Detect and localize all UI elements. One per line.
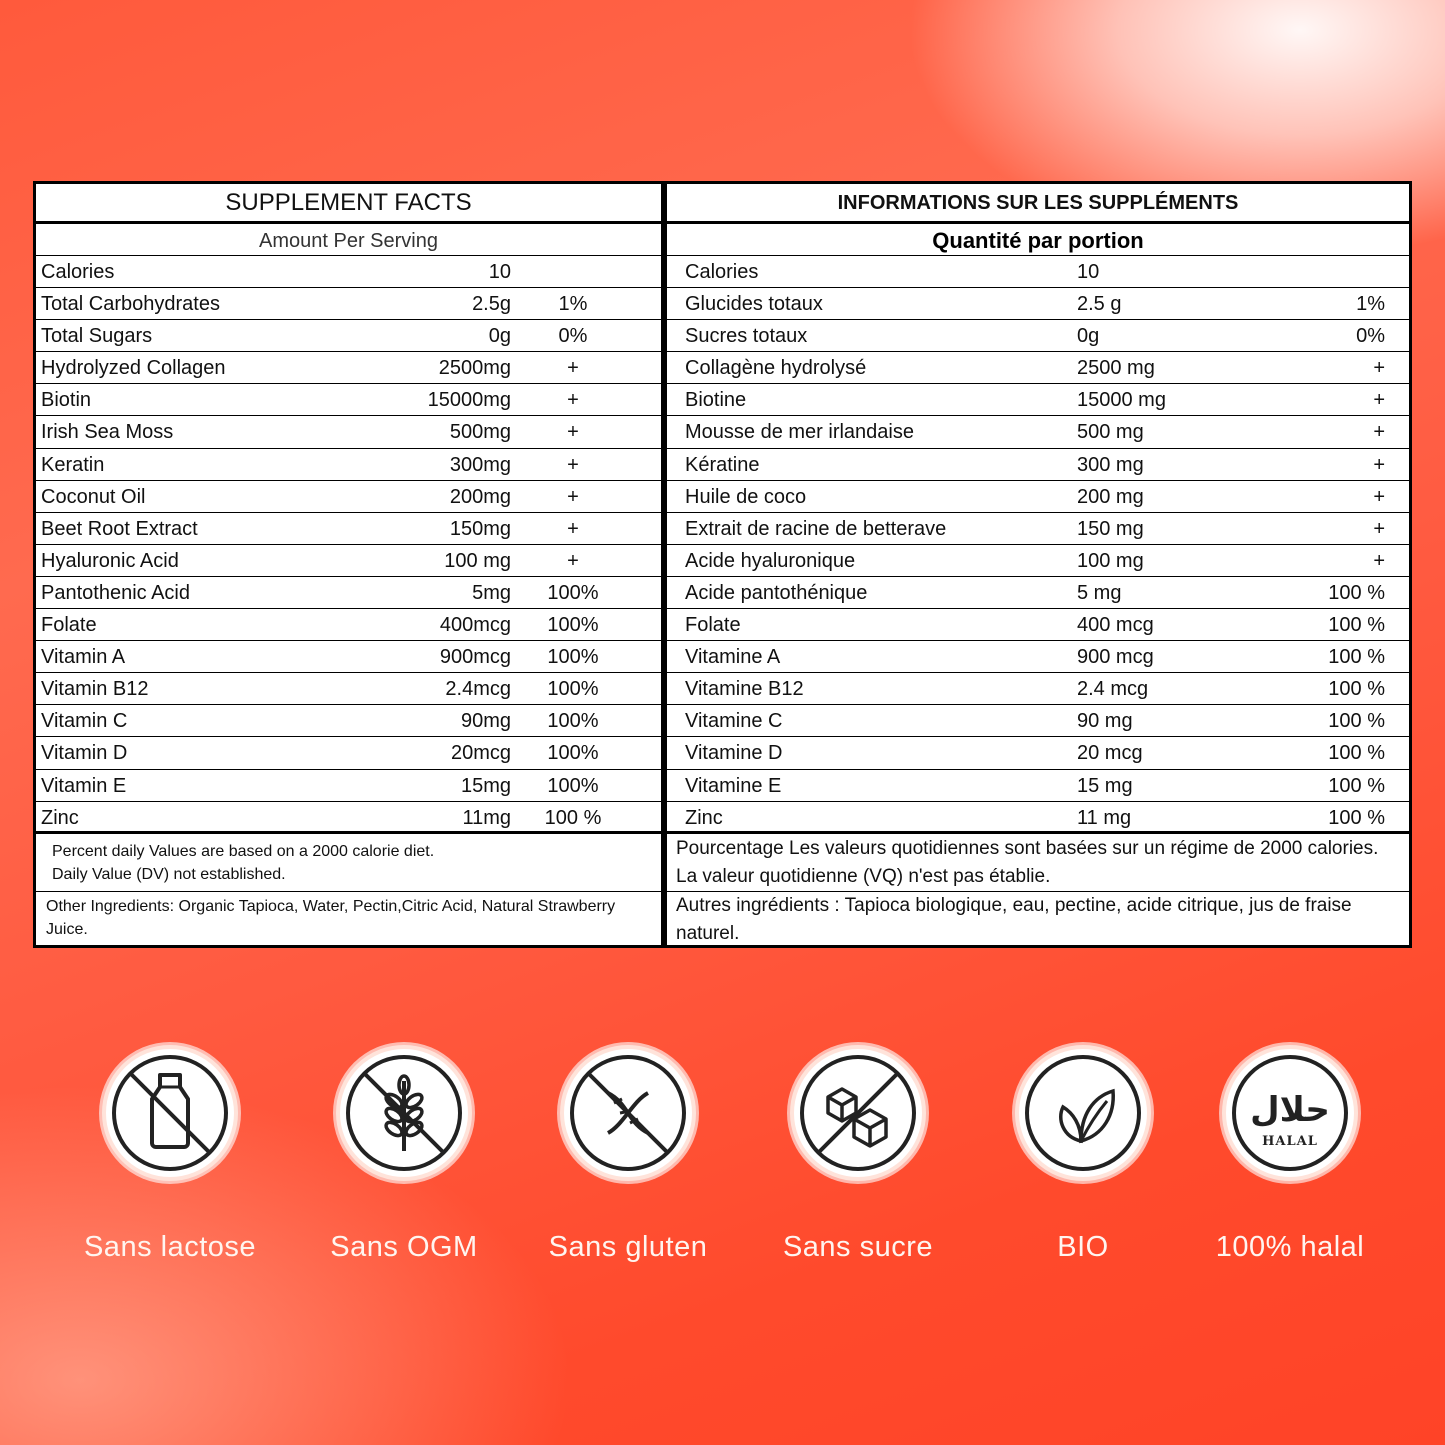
nutrient-amount: 15000 mg xyxy=(1077,389,1166,412)
nutrient-amount: 2.4 mcg xyxy=(1077,678,1149,701)
nutrient-name: Glucides totaux xyxy=(685,293,823,316)
nutrient-amount: 15 mg xyxy=(1077,774,1133,797)
badge-gluten-free xyxy=(508,1045,748,1264)
badge-circle xyxy=(102,1045,238,1181)
daily-value: + xyxy=(567,389,579,412)
daily-value: + xyxy=(567,485,579,508)
table-row xyxy=(667,352,1409,384)
table-row xyxy=(667,481,1409,513)
table-row xyxy=(667,513,1409,545)
nutrient-name: Total Sugars xyxy=(41,325,153,348)
table-row xyxy=(36,609,661,641)
table-row xyxy=(36,577,661,609)
nutrient-amount: 900mcg xyxy=(439,646,511,669)
table-row xyxy=(667,288,1409,320)
table-row xyxy=(36,352,661,384)
daily-value: 100% xyxy=(547,774,599,797)
badge-circle xyxy=(790,1045,926,1181)
table-row xyxy=(667,577,1409,609)
daily-value: + xyxy=(1373,389,1385,412)
nutrient-amount: 11mg xyxy=(462,806,511,829)
nutrient-name: Calories xyxy=(41,261,115,283)
nutrient-amount: 200 mg xyxy=(1077,485,1144,508)
daily-value: + xyxy=(1373,357,1385,380)
nutrient-amount: 0g xyxy=(1077,325,1100,348)
nutrient-name: Folate xyxy=(685,614,741,637)
nutrient-amount: 200mg xyxy=(449,485,511,508)
organic-leaf-icon xyxy=(1023,1053,1143,1173)
nutrient-name: Vitamin D xyxy=(41,742,128,765)
nutrient-name: Huile de coco xyxy=(685,485,807,508)
nutrient-name: Acide hyaluronique xyxy=(685,549,856,572)
nutrient-amount: 20 mcg xyxy=(1077,742,1143,765)
daily-value: 100 % xyxy=(1328,678,1385,701)
daily-value: + xyxy=(567,453,579,476)
nutrient-amount: 2.4mcg xyxy=(445,678,511,701)
daily-value: 100% xyxy=(547,614,599,637)
table-row xyxy=(36,641,661,673)
nutrient-name: Vitamine B12 xyxy=(685,678,804,701)
nutrient-amount: 300 mg xyxy=(1077,453,1144,476)
daily-value: 100% xyxy=(547,646,599,669)
nutrient-amount: 150 mg xyxy=(1077,517,1144,540)
table-row xyxy=(36,449,661,481)
daily-value: 100 % xyxy=(1328,710,1385,733)
note-line: Percent daily Values are based on a 2000 calorie diet. xyxy=(52,842,435,860)
nutrient-name: Vitamine C xyxy=(685,710,783,733)
table-row xyxy=(36,673,661,705)
badge-label: Sans sucre xyxy=(782,1231,934,1263)
badge-label: Sans lactose xyxy=(83,1231,257,1263)
sugar-free-icon xyxy=(798,1053,918,1173)
daily-value: 100% xyxy=(547,710,599,733)
nutrient-amount: 11 mg xyxy=(1077,806,1132,829)
table-row xyxy=(36,288,661,320)
table-title: INFORMATIONS SUR LES SUPPLÉMENTS xyxy=(667,184,1409,224)
table-row xyxy=(667,802,1409,834)
nutrient-amount: 900 mcg xyxy=(1077,646,1154,669)
daily-value: + xyxy=(1373,421,1385,444)
daily-value: 100% xyxy=(547,678,599,701)
table-row xyxy=(36,513,661,545)
badge-halal xyxy=(1170,1045,1410,1264)
nutrient-amount: 20mcg xyxy=(450,742,511,765)
table-row xyxy=(667,770,1409,802)
nutrient-name: Collagène hydrolysé xyxy=(685,357,867,380)
table-rows xyxy=(36,256,661,834)
daily-value: 1% xyxy=(558,293,588,316)
badge-circle xyxy=(336,1045,472,1181)
daily-value: + xyxy=(1373,453,1385,476)
gluten-free-icon xyxy=(568,1053,688,1173)
nutrient-amount: 500 mg xyxy=(1077,421,1144,444)
table-title: SUPPLEMENT FACTS xyxy=(36,184,661,224)
nutrient-amount: 150mg xyxy=(449,517,511,540)
table-row xyxy=(667,320,1409,352)
nutrient-amount: 5 mg xyxy=(1077,581,1122,604)
nutrient-name: Keratin xyxy=(41,453,105,476)
daily-value-note xyxy=(667,834,1409,892)
nutrient-amount: 300mg xyxy=(449,453,511,476)
halal-arabic-text: حلال xyxy=(1250,1090,1330,1130)
nutrient-name: Biotin xyxy=(41,389,92,412)
badge-circle xyxy=(1015,1045,1151,1181)
badge-label: Sans gluten xyxy=(548,1231,708,1263)
table-row xyxy=(667,256,1409,288)
daily-value: 100 % xyxy=(544,806,602,829)
nutrient-amount: 10 xyxy=(1077,261,1100,283)
nutrient-name: Vitamin C xyxy=(41,710,128,733)
nutrient-name: Coconut Oil xyxy=(41,485,146,508)
table-row xyxy=(36,384,661,416)
nutrient-amount: 15000mg xyxy=(427,389,511,412)
badge-sugar-free xyxy=(738,1045,978,1264)
table-row xyxy=(36,737,661,769)
daily-value: 100 % xyxy=(1328,806,1385,829)
daily-value: + xyxy=(1373,517,1385,540)
daily-value: 100 % xyxy=(1328,646,1385,669)
nutrient-name: Mousse de mer irlandaise xyxy=(685,421,914,444)
daily-value: + xyxy=(567,357,579,380)
badge-label: Sans OGM xyxy=(330,1231,478,1263)
nutrient-amount: 10 xyxy=(488,261,511,283)
daily-value: 100 % xyxy=(1328,614,1385,637)
lactose-free-icon xyxy=(110,1053,230,1173)
nutrient-name: Kératine xyxy=(685,453,760,476)
badge-circle xyxy=(560,1045,696,1181)
table-row xyxy=(667,673,1409,705)
nutrient-name: Vitamine A xyxy=(685,646,781,669)
nutrient-name: Vitamine D xyxy=(685,742,783,765)
daily-value: + xyxy=(1373,549,1385,572)
table-rows xyxy=(667,256,1409,834)
table-subtitle: Amount Per Serving xyxy=(36,224,661,256)
table-row xyxy=(36,481,661,513)
note-line: Daily Value (DV) not established. xyxy=(52,865,286,883)
halal-icon xyxy=(1230,1053,1350,1173)
nutrient-name: Vitamin E xyxy=(41,774,127,797)
table-row xyxy=(36,545,661,577)
nutrient-name: Hydrolyzed Collagen xyxy=(41,357,226,380)
table-row xyxy=(667,641,1409,673)
nutrient-name: Acide pantothénique xyxy=(685,581,868,604)
nutrient-name: Beet Root Extract xyxy=(41,517,198,540)
badge-label: BIO xyxy=(1057,1231,1109,1263)
nutrient-amount: 90 mg xyxy=(1077,710,1133,733)
nutrient-name: Irish Sea Moss xyxy=(41,421,174,444)
table-row xyxy=(667,449,1409,481)
nutrient-amount: 2500mg xyxy=(438,357,511,380)
nutrient-amount: 100 mg xyxy=(1077,549,1144,572)
table-row xyxy=(667,705,1409,737)
nutrient-name: Vitamin B12 xyxy=(41,678,149,701)
note-line: La valeur quotidienne (VQ) n'est pas établie. xyxy=(676,865,1051,887)
nutrient-name: Vitamin A xyxy=(41,646,126,669)
nutrient-amount: 100 mg xyxy=(444,549,511,572)
nutrient-amount: 400 mcg xyxy=(1077,614,1154,637)
nutrient-name: Total Carbohydrates xyxy=(41,293,220,316)
table-row xyxy=(667,737,1409,769)
supplement-facts-table-en xyxy=(33,181,664,948)
daily-value: 100 % xyxy=(1328,581,1385,604)
daily-value: 0% xyxy=(1356,325,1385,348)
badge-organic xyxy=(963,1045,1203,1264)
table-subtitle: Quantité par portion xyxy=(667,224,1409,256)
table-row xyxy=(36,416,661,448)
nutrient-name: Zinc xyxy=(41,806,79,829)
table-row xyxy=(667,416,1409,448)
table-row xyxy=(36,802,661,834)
table-row xyxy=(36,705,661,737)
nutrient-name: Pantothenic Acid xyxy=(41,581,190,604)
nutrient-name: Zinc xyxy=(685,806,723,829)
daily-value: 100 % xyxy=(1328,774,1385,797)
daily-value: 100 % xyxy=(1328,742,1385,765)
daily-value-note xyxy=(36,834,661,892)
table-row xyxy=(667,384,1409,416)
nutrient-amount: 500mg xyxy=(449,421,511,444)
nutrient-amount: 2.5g xyxy=(472,293,511,316)
nutrient-name: Biotine xyxy=(685,389,747,412)
gmo-free-icon xyxy=(344,1053,464,1173)
daily-value: 1% xyxy=(1356,293,1385,316)
table-row xyxy=(36,320,661,352)
note-line: Pourcentage Les valeurs quotidiennes sont basées sur un régime de 2000 calories. xyxy=(676,837,1379,859)
badge-lactose-free xyxy=(50,1045,290,1264)
table-row xyxy=(667,609,1409,641)
table-row xyxy=(36,770,661,802)
nutrient-amount: 90mg xyxy=(460,710,511,733)
daily-value: 100% xyxy=(547,581,599,604)
daily-value: + xyxy=(567,549,579,572)
other-ingredients: Autres ingrédients : Tapioca biologique, eau, pectine, acide citrique, jus de fraise naturel. xyxy=(676,894,1352,944)
other-ingredients: Other Ingredients: Organic Tapioca, Water, Pectin,Citric Acid, Natural Strawberry Juice. xyxy=(46,897,616,938)
daily-value: + xyxy=(567,517,579,540)
table-row xyxy=(36,256,661,288)
nutrient-name: Extrait de racine de betterave xyxy=(685,517,947,540)
daily-value: + xyxy=(567,421,579,444)
halal-text: HALAL xyxy=(1262,1134,1318,1149)
nutrient-name: Calories xyxy=(685,261,759,283)
table-row xyxy=(667,545,1409,577)
nutrient-amount: 400mcg xyxy=(439,614,511,637)
nutrient-name: Folate xyxy=(41,614,97,637)
badge-gmo-free xyxy=(284,1045,524,1264)
badge-label: 100% halal xyxy=(1215,1231,1365,1263)
daily-value: + xyxy=(1373,485,1385,508)
nutrient-name: Vitamine E xyxy=(685,774,782,797)
nutrient-name: Hyaluronic Acid xyxy=(41,549,179,572)
badge-circle xyxy=(1222,1045,1358,1181)
nutrient-amount: 2.5 g xyxy=(1077,293,1122,316)
certification-badges xyxy=(0,1045,1445,1305)
nutrient-amount: 0g xyxy=(488,325,511,348)
nutrient-amount: 15mg xyxy=(460,774,511,797)
supplement-facts-table-fr xyxy=(664,181,1412,948)
nutrient-amount: 5mg xyxy=(472,581,511,604)
daily-value: 100% xyxy=(547,742,599,765)
nutrient-name: Sucres totaux xyxy=(685,325,808,348)
daily-value: 0% xyxy=(558,325,588,348)
nutrient-amount: 2500 mg xyxy=(1077,357,1155,380)
